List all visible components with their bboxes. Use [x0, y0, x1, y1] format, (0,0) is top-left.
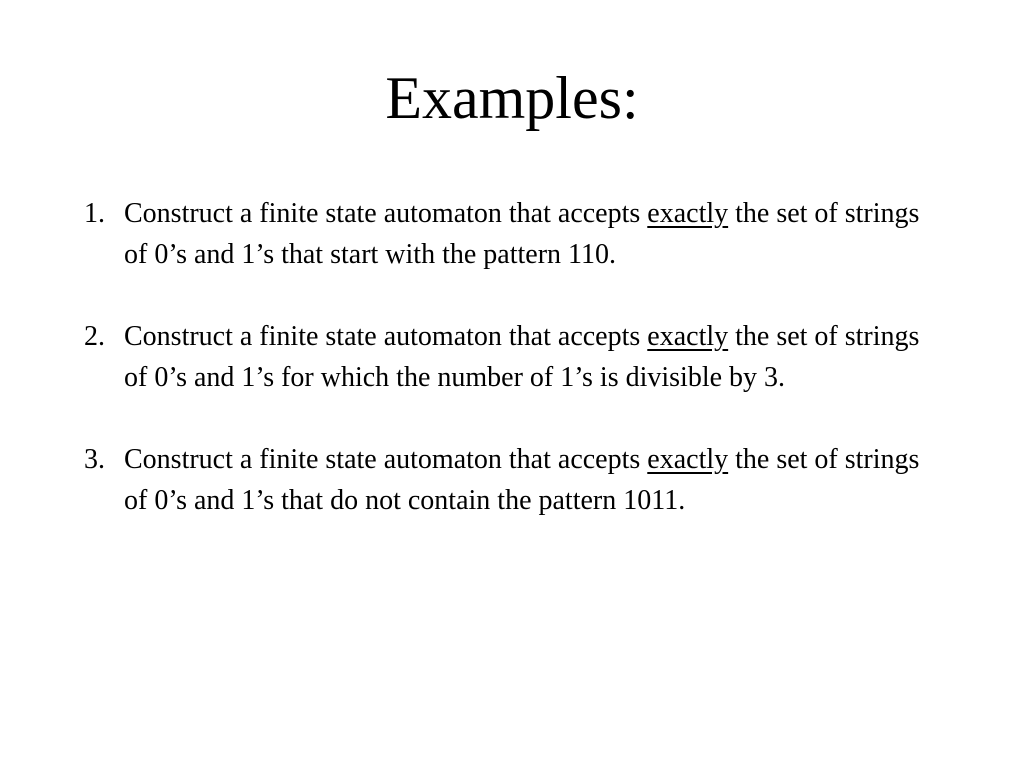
emphasis-exactly: exactly: [647, 321, 729, 352]
item-text-after: the set of strings of 0’s and 1’s that do not contain the pattern 1011.: [124, 444, 920, 516]
slide-title: Examples:: [385, 65, 639, 131]
item-number: 3.: [84, 444, 105, 475]
item-text-before: Construct a finite state automaton that accepts: [124, 321, 648, 352]
item-number: 2.: [84, 321, 105, 352]
list-item-1: [84, 193, 924, 275]
emphasis-exactly: exactly: [647, 198, 729, 229]
item-text: [124, 444, 919, 516]
item-number: 1.: [84, 198, 105, 229]
item-text: [124, 198, 919, 270]
list-item-3: [84, 439, 924, 521]
examples-list: [84, 193, 924, 562]
item-text-after: the set of strings of 0’s and 1’s for which the number of 1’s is divisible by 3.: [124, 321, 920, 393]
item-text-before: Construct a finite state automaton that accepts: [124, 198, 648, 229]
list-item-2: [84, 316, 924, 398]
emphasis-exactly: exactly: [647, 444, 729, 475]
item-text-before: Construct a finite state automaton that accepts: [124, 444, 648, 475]
item-text: [124, 321, 919, 393]
item-text-after: the set of strings of 0’s and 1’s that start with the pattern 110.: [124, 198, 920, 270]
